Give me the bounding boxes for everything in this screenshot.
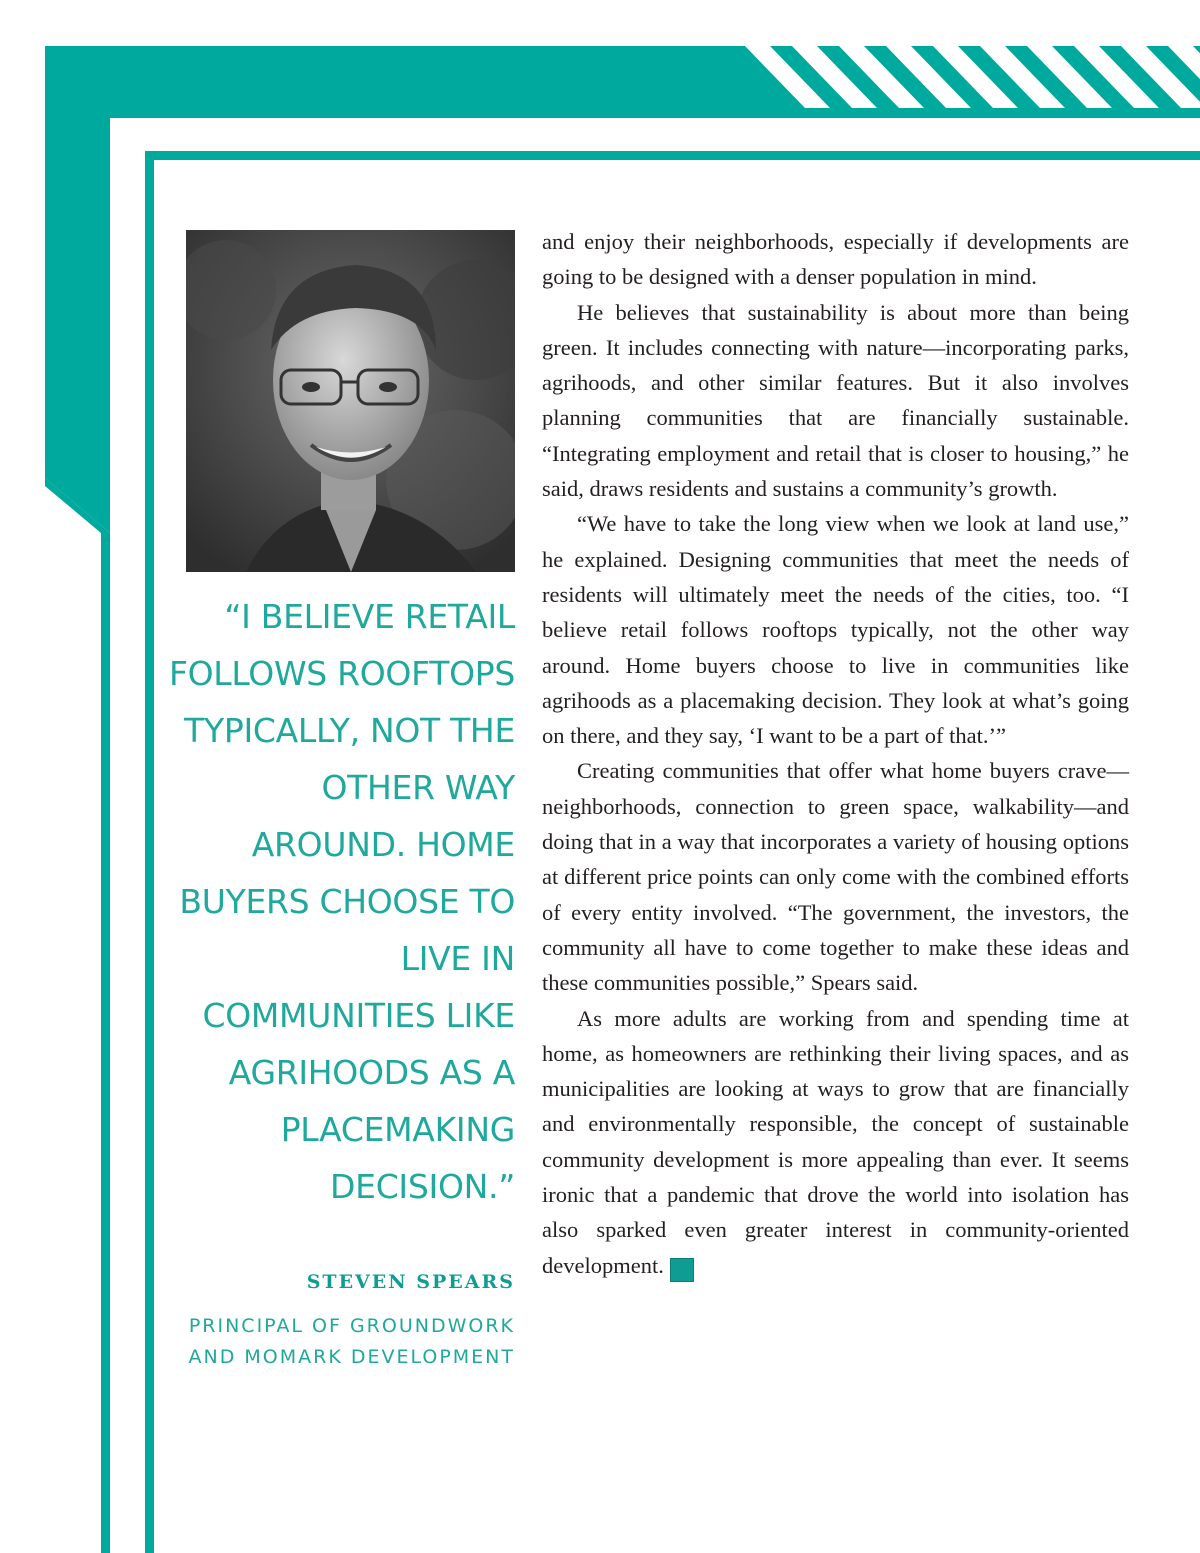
body-paragraph: He believes that sustainability is about more than being green. It includes connecting with nature—incorporating parks, agrihoods, and other similar features. But it also involves planning communities that are financially sustainable. “Integrating employment and retail that is closer to housing,” he said, draws residents and sustains a community’s growth.	[542, 299, 1129, 502]
body-paragraph-text: As more adults are working from and spending time at home, as homeowners are rethinking their living spaces, and as municipalities are looking at ways to grow that are financially and environmentally responsible, the concept of sustainable community development is more appealing than ever. It seems ironic that a pandemic that drove the world into isolation has also sparked even greater interest in community-oriented development.	[542, 1005, 1129, 1278]
portrait-photo	[186, 230, 515, 572]
quote-attribution-name: STEVEN SPEARS	[306, 1271, 515, 1293]
article-body	[542, 224, 1129, 1283]
portrait-illustration	[186, 230, 515, 572]
body-paragraph: “We have to take the long view when we look at land use,” he explained. Designing communities that meet the needs of residents will ultimately meet the needs of the cities, too. “I believe retail follows rooftops typically, not the other way around. Home buyers choose to live in communities like agrihoods as a placemaking decision. They look at what’s going on there, and they say, ‘I want to be a part of that.’”	[542, 511, 1129, 749]
body-paragraph-last	[542, 1001, 1129, 1283]
quote-attribution-role: PRINCIPAL OF GROUNDWORK AND MOMARK DEVELOPMENT	[188, 1315, 515, 1368]
pull-quote: “I BELIEVE RETAIL FOLLOWS ROOFTOPS TYPICALLY, NOT THE OTHER WAY AROUND. HOME BUYERS CHOOSE TO LIVE IN COMMUNITIES LIKE AGRIHOODS AS A PLACEMAKING DECISION.”	[168, 597, 515, 1206]
end-mark-icon: B	[670, 1258, 694, 1282]
body-paragraph: Creating communities that offer what home buyers crave—neighborhoods, connection to green space, walkability—and doing that in a way that incorporates a variety of housing options at different price points can only come with the combined efforts of every entity involved. “The government, the investors, the community all have to come together to make these ideas and these communities possible,” Spears said.	[542, 758, 1129, 996]
body-paragraph: and enjoy their neighborhoods, especially if developments are going to be designed with a denser population in mind.	[542, 229, 1129, 290]
